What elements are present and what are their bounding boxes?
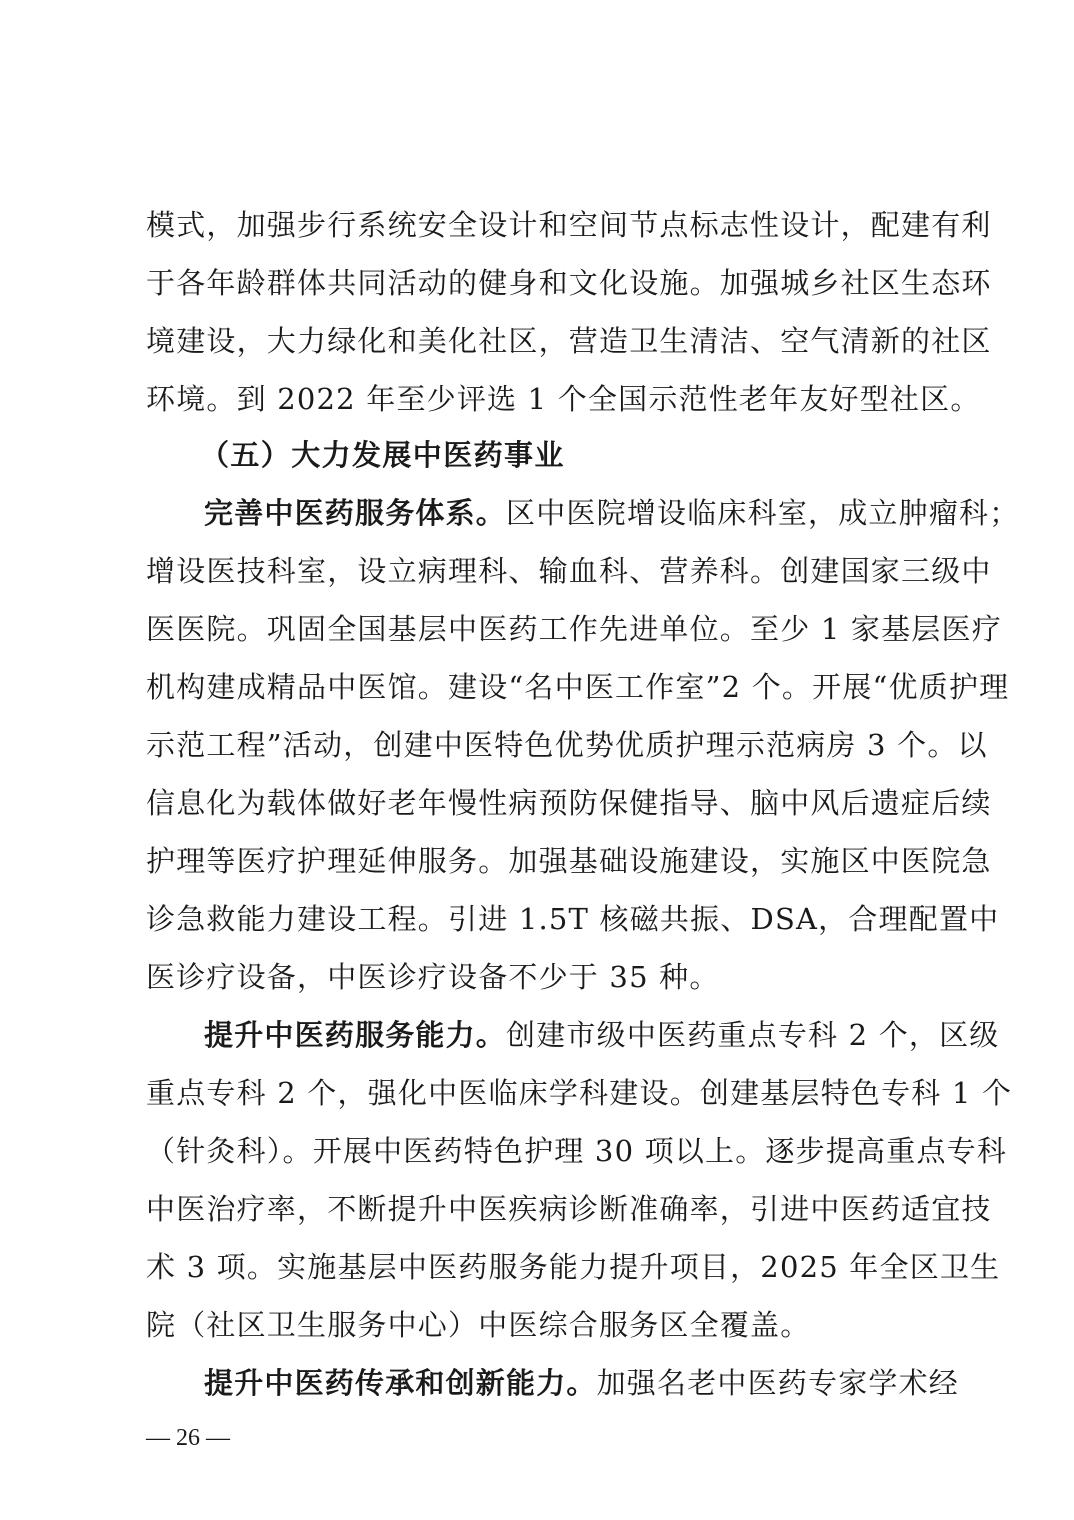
- paragraph-line: 重点专科 2 个，强化中医临床学科建设。创建基层特色专科 1 个: [146, 1076, 1013, 1110]
- paragraph-line: 护理等医疗护理延伸服务。加强基础设施建设，实施区中医院急: [146, 844, 992, 878]
- paragraph-lead-title: 提升中医药传承和创新能力。: [204, 1366, 597, 1400]
- paragraph-lead-title: 提升中医药服务能力。: [204, 1018, 507, 1052]
- paragraph-line: 机构建成精品中医馆。建设“名中医工作室”2 个。开展“优质护理: [146, 670, 1010, 704]
- page-number: — 26 —: [146, 1425, 230, 1451]
- paragraph-line: 于各年龄群体共同活动的健身和文化设施。加强城乡社区生态环: [146, 266, 992, 300]
- paragraph-line: 环境。到 2022 年至少评选 1 个全国示范性老年友好型社区。: [146, 382, 981, 416]
- paragraph-lead-line: [204, 484, 1020, 542]
- paragraph-line: 模式，加强步行系统安全设计和空间节点标志性设计，配建有利: [146, 208, 992, 242]
- paragraph-lead-text: 区中医院增设临床科室，成立肿瘤科；: [506, 496, 1020, 530]
- paragraph-line: 境建设，大力绿化和美化社区，营造卫生清洁、空气清新的社区: [146, 324, 992, 358]
- paragraph-lead-line: [204, 1354, 960, 1412]
- paragraph-lead-text: 创建市级中医药重点专科 2 个，区级: [506, 1018, 1000, 1052]
- paragraph-line: 医医院。巩固全国基层中医药工作先进单位。至少 1 家基层医疗: [146, 612, 1002, 646]
- section-heading: （五）大力发展中医药事业: [200, 438, 565, 472]
- paragraph-line: 增设医技科室，设立病理科、输血科、营养科。创建国家三级中: [146, 554, 992, 588]
- paragraph-lead-text: 加强名老中医药专家学术经: [596, 1366, 960, 1400]
- paragraph-line: 诊急救能力建设工程。引进 1.5T 核磁共振、DSA，合理配置中: [146, 902, 1000, 936]
- paragraph-line: 术 3 项。实施基层中医药服务能力提升项目，2025 年全区卫生: [146, 1250, 1001, 1284]
- paragraph-line: 医诊疗设备，中医诊疗设备不少于 35 种。: [146, 960, 720, 994]
- paragraph-lead-title: 完善中医药服务体系。: [204, 496, 507, 530]
- paragraph-line: 院（社区卫生服务中心）中医综合服务区全覆盖。: [146, 1308, 811, 1342]
- paragraph-line: （针灸科）。开展中医药特色护理 30 项以上。逐步提高重点专科: [146, 1134, 1008, 1168]
- paragraph-line: 中医治疗率，不断提升中医疾病诊断准确率，引进中医药适宜技: [146, 1192, 992, 1226]
- paragraph-line: 信息化为载体做好老年慢性病预防保健指导、脑中风后遗症后续: [146, 786, 992, 820]
- paragraph-lead-line: [204, 1006, 1000, 1064]
- paragraph-line: 示范工程”活动，创建中医特色优势优质护理示范病房 3 个。以: [146, 728, 988, 762]
